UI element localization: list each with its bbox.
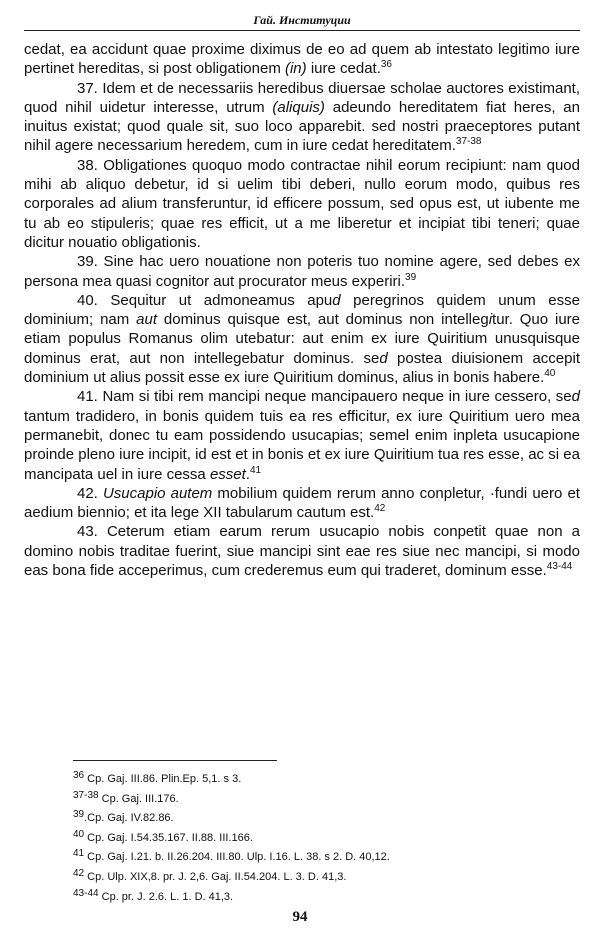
footnote-ref: 40 — [544, 368, 556, 380]
footnotes — [73, 770, 553, 907]
paragraph — [24, 40, 580, 79]
text-run: 38. Obligationes quoquo modo contractae nihil eorum recipiunt: nam quod mihi ab aliquo debetur, id si uelim tibi deberi, nullo eorum modo, quibus res corporales ad alium transferuntur, id efficere possum, sed opus est, ut iubente me tu ab eo stipuleris; quae res efficit, ut a me liberetur et incipiat tibi teneri; quae dicitur nouatio obligationis. — [24, 156, 580, 251]
page-number: 94 — [292, 909, 308, 925]
paragraph — [24, 252, 580, 291]
footnote-separator — [73, 760, 277, 761]
text-run: cedat, ea accidunt quae proxime diximus de eo ad quem ab intestato legitimo iure pertinet hereditas, si post obligationem — [24, 41, 580, 78]
footnote-mark: 41 — [73, 848, 85, 860]
footnote-text: .Cp. Gaj. IV.82.86. — [84, 812, 174, 825]
italic-text: esset — [209, 465, 246, 483]
paragraph — [24, 156, 580, 252]
footnote-text: Cp. pr. J. 2.6. L. 1. D. 41,3. — [98, 890, 234, 903]
text-run: 40. Sequitur ut admoneamus apu — [77, 291, 333, 309]
main-text — [24, 40, 580, 580]
italic-text: d — [571, 388, 580, 406]
footnote-ref: 39 — [405, 271, 417, 283]
footnote-text: Cp. Gaj. III.86. Plin.Ep. 5,1. s 3. — [84, 773, 242, 785]
paragraph — [24, 79, 580, 156]
text-run: 43. Ceterum etiam earum rerum usucapio nobis conpetit quae non a domino nobis traditae fuerint, siue mancipi sint eae res siue nec mancipi, si modo eas bona fide acceperimus, cum crederemus eum qui traderet, dominum esse. — [24, 523, 580, 580]
footnote — [73, 888, 553, 908]
footnote — [73, 809, 553, 829]
text-run: postea diuisionem accepit dominium ut alius possit esse ex iure Quiritium dominus, alius in bonis habere. — [24, 349, 580, 387]
text-run: peregrinos quidem unum esse dominium; nam — [24, 291, 580, 329]
footnote — [73, 868, 553, 888]
footnote-mark: 39 — [73, 809, 85, 821]
footnote-mark: 36 — [73, 770, 85, 781]
footnote-text: Cp. Gaj. III.176. — [98, 792, 179, 805]
text-run: 37. Idem et de necessariis heredibus diuersae scholae auctores existimant, quod nihil uidetur interesse, utrum — [24, 79, 580, 116]
italic-text: aut — [136, 311, 157, 329]
paragraph — [24, 387, 580, 483]
text-run: . — [245, 465, 250, 483]
footnote-text: Cp. Ulp. XIX,8. pr. J. 2,6. Gaj. II.54.204. L. 3. D. 41,3. — [84, 870, 347, 883]
text-run: 42. — [77, 484, 103, 502]
footnote-ref: 37-38 — [455, 136, 482, 148]
text-run: tantum tradidero, in bonis quidem tuis ea res efficitur, ex iure Quiritium uero mea permanebit, donec tu eam possidendo usucapias; semel enim inpleta usucapione proinde pleno iure incipit, id est et in bonis et ex iure Quiritium tua res esse, ac si ea mancipata uel in iure cessa — [24, 407, 580, 483]
footnote-text: Cp. Gaj. I.54.35.167. II.88. III.166. — [84, 831, 253, 844]
text-run: tur. Quo iure etiam populus Romanus olim utebatur: aut enim ex iure Quiritium unusquisque dominus erat, aut non intellegebatur dominus. se — [24, 311, 580, 367]
footnote-ref: 42 — [374, 503, 386, 515]
text-run: dominus quisque est, aut dominus non intelleg — [157, 311, 489, 329]
footnote-mark: 40 — [73, 828, 85, 840]
footnote-mark: 37-38 — [73, 789, 99, 801]
footnote — [73, 848, 553, 868]
footnote-ref: 36 — [380, 59, 392, 71]
text-run: mobilium quidem rerum anno conpletur, ·fundi uero et aedium biennio; et ita lege XII tabularum cautum est. — [24, 484, 580, 522]
footnote — [73, 770, 553, 790]
paragraph — [24, 291, 580, 387]
italic-text: (aliquis) — [272, 98, 325, 116]
italic-text: d — [379, 349, 388, 367]
italic-text: (in) — [284, 60, 307, 78]
footnote — [73, 829, 553, 849]
text-run: adeundo hereditatem fiat heres, an inuitus existat; quod quale sit, suo loco apparebit. sed nostri praeceptores putant nihil agere necessarium heredem, cum in iure cedat hereditatem. — [24, 98, 580, 155]
footnote-ref: 41 — [249, 464, 262, 476]
footnote-ref: 43-44 — [546, 561, 573, 573]
footnote — [73, 790, 553, 810]
text-run: 41. Nam si tibi rem mancipi neque mancipauero neque in iure cessero, se — [77, 388, 572, 406]
text-run: iure cedat. — [306, 60, 381, 78]
italic-text: Usucapio autem — [102, 484, 213, 502]
italic-text: i — [488, 311, 493, 329]
italic-text: d — [332, 291, 341, 309]
text-run: 39. Sine hac uero nouatione non poteris tuo nomine agere, sed debes ex persona mea quasi cognitor aut procurator meus experiri. — [24, 253, 580, 290]
running-header: Гай. Институции — [24, 10, 580, 31]
paragraph — [24, 522, 580, 580]
footnote-mark: 43-44 — [73, 887, 99, 899]
footnote-text: Cp. Gaj. I.21. b. II.26.204. III.80. Ulp. I.16. L. 38. s 2. D. 40,12. — [84, 851, 390, 864]
footnote-mark: 42 — [73, 867, 85, 879]
paragraph — [24, 484, 580, 523]
